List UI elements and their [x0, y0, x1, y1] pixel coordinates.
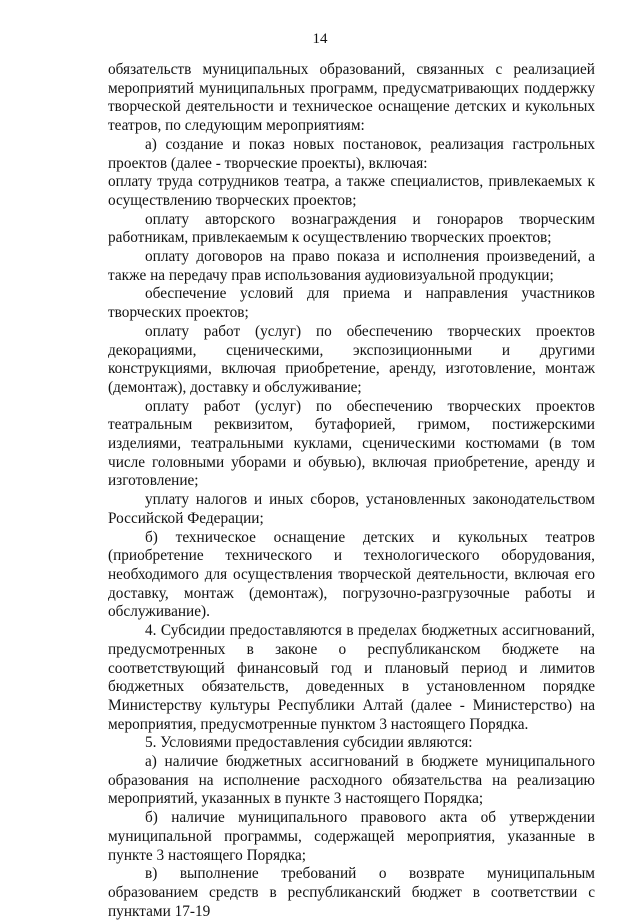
paragraph: оплату работ (услуг) по обеспечению творческих проектов декорациями, сценическими, экспозиционными и другими конструкциями, включая приобретение, аренду, изготовление, монтаж (демонтаж), доставку и обслуживание; [108, 322, 595, 396]
paragraph: в) выполнение требований о возврате муниципальным образованием средств в республиканский бюджет в соответствии с пунктами 17-19 [108, 865, 595, 920]
paragraph: обеспечение условий для приема и направления участников творческих проектов; [108, 285, 595, 322]
document-body [108, 61, 595, 921]
paragraph: оплату труда сотрудников театра, а также специалистов, привлекаемых к осуществлению творческих проектов; [108, 173, 595, 209]
paragraph: уплату налогов и иных сборов, установленных законодательством Российской Федерации; [108, 491, 595, 527]
paragraph: а) наличие бюджетных ассигнований в бюджете муниципального образования на исполнение расходного обязательства на реализацию мероприятий, указанных в пункте 3 настоящего Порядка; [108, 753, 595, 808]
paragraph: оплату авторского вознаграждения и гонораров творческим работникам, привлекаемым к осуществлению творческих проектов; [108, 210, 595, 247]
paragraph: 4. Субсидии предоставляются в пределах бюджетных ассигнований, предусмотренных в законе о республиканском бюджете на соответствующий финансовый год и плановый период и лимитов бюджетных обязательств, доведенных в установленном порядке Министерству культуры Республики Алтай (далее - Министерство) на мероприятия, предусмотренные пунктом 3 настоящего Порядка. [108, 622, 595, 733]
paragraph: оплату работ (услуг) по обеспечению творческих проектов театральным реквизитом, бутафорией, гримом, постижерскими изделиями, театральными куклами, сценическими костюмами (в том числе головными уборами и обувью), включая приобретение, аренду и изготовление; [108, 397, 595, 490]
paragraph: оплату договоров на право показа и исполнения произведений, а также на передачу прав использования аудиовизуальной продукции; [108, 248, 595, 284]
paragraph: а) создание и показ новых постановок, реализация гастрольных проектов (далее - творческие проекты), включая: [108, 135, 595, 172]
page-number: 14 [312, 31, 328, 47]
paragraph: обязательств муниципальных образований, связанных с реализацией мероприятий муниципальных программ, предусматривающих поддержку творческой деятельности и техническое оснащение детских и кукольных театров, по следующим мероприятиям: [108, 61, 595, 135]
paragraph: 5. Условиями предоставления субсидии являются: [145, 734, 473, 752]
paragraph: б) техническое оснащение детских и кукольных театров (приобретение технического и технологического оборудования, необходимого для осуществления творческой деятельности, включая его доставку, монтаж (демонтаж), погрузочно-разгрузочные работы и обслуживание). [108, 528, 595, 621]
paragraph: б) наличие муниципального правового акта об утверждении муниципальной программы, содержащей мероприятия, указанные в пункте 3 настоящего Порядка; [108, 809, 595, 864]
